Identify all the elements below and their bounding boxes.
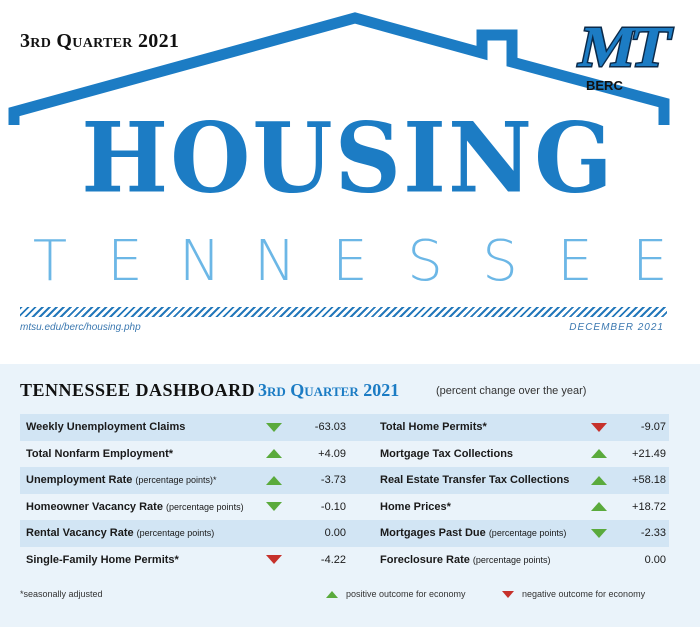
dashboard-panel — [0, 364, 700, 627]
indicator-label — [380, 501, 580, 513]
no-trend-icon — [591, 555, 607, 564]
trend-up-icon — [591, 449, 607, 458]
indicator-name: Rental Vacancy Rate — [26, 527, 137, 540]
tennessee-subtitle — [20, 229, 680, 294]
indicator-label — [380, 527, 580, 539]
trend-up-icon — [591, 502, 607, 511]
trend-down-icon — [591, 529, 607, 538]
indicator-name: Single-Family Home Permits* — [26, 553, 179, 566]
table-row — [20, 520, 669, 547]
indicator-value: 0.00 — [644, 553, 666, 566]
indicator-label — [380, 474, 580, 486]
trend-up-icon — [266, 476, 282, 485]
dashboard-quarter: 3rd Quarter 2021 — [258, 380, 400, 400]
trend-cell — [580, 476, 618, 485]
trend-cell — [580, 449, 618, 458]
indicator-label — [20, 554, 252, 566]
indicator-label — [380, 554, 580, 566]
trend-down-icon — [266, 502, 282, 511]
indicator-value: -0.10 — [320, 500, 346, 513]
no-trend-icon — [266, 529, 282, 538]
negative-triangle-icon — [502, 591, 514, 598]
indicator-value: 0.00 — [324, 527, 346, 540]
table-row — [20, 547, 669, 574]
indicator-value: +21.49 — [632, 447, 666, 460]
trend-cell — [580, 423, 618, 432]
trend-up-icon — [266, 449, 282, 458]
indicator-label — [20, 421, 252, 433]
indicator-name: Foreclosure Rate — [380, 553, 473, 566]
table-row — [20, 441, 669, 468]
trend-down-icon — [266, 423, 282, 432]
indicator-label — [380, 448, 580, 460]
subtitle-letter: E — [557, 229, 593, 294]
dashboard-note: (percent change over the year) — [436, 385, 587, 397]
trend-cell — [580, 529, 618, 538]
legend-negative — [502, 589, 645, 599]
subtitle-letter: T — [32, 229, 68, 294]
legend-negative-label: negative outcome for economy — [522, 589, 646, 599]
positive-triangle-icon — [326, 591, 338, 598]
trend-cell — [252, 502, 296, 511]
trend-down-icon — [591, 423, 607, 432]
indicator-name: Weekly Unemployment Claims — [26, 421, 186, 434]
dashboard-title: TENNESSEE DASHBOARD — [20, 380, 256, 400]
indicator-value: +58.18 — [632, 474, 666, 487]
table-row — [20, 494, 669, 521]
report-quarter: 3rd Quarter 2021 — [20, 30, 180, 52]
publication-date: DECEMBER 2021 — [569, 322, 664, 333]
subtitle-letter: E — [632, 229, 668, 294]
indicator-name: Home Prices* — [380, 500, 451, 513]
indicator-label — [20, 501, 252, 513]
legend-positive — [326, 589, 466, 599]
subtitle-letter: S — [482, 229, 518, 294]
housing-title: HOUSING — [81, 101, 615, 215]
indicator-name: Mortgage Tax Collections — [380, 447, 514, 460]
subtitle-letter: S — [407, 229, 443, 294]
trend-up-icon — [591, 476, 607, 485]
legend-positive-label: positive outcome for economy — [346, 589, 466, 599]
indicator-unit: (percentage points) — [472, 554, 551, 565]
footnote: *seasonally adjusted — [20, 589, 103, 599]
indicator-unit: (percentage points) — [166, 501, 244, 512]
trend-down-icon — [266, 555, 282, 564]
hatched-divider — [20, 307, 667, 317]
mt-berc-logo — [566, 12, 676, 96]
indicator-unit: (percentage points) — [136, 528, 215, 539]
indicator-label — [20, 474, 252, 486]
subtitle-letter: E — [107, 229, 143, 294]
indicator-name: Total Nonfarm Employment* — [26, 447, 174, 460]
indicator-name: Real Estate Transfer Tax Collections — [380, 474, 570, 487]
indicator-name: Total Home Permits* — [380, 421, 487, 434]
subtitle-letter: N — [179, 229, 221, 294]
indicator-value: +4.09 — [318, 447, 346, 460]
indicator-name: Mortgages Past Due — [380, 527, 489, 540]
trend-cell — [252, 449, 296, 458]
dashboard-table — [20, 414, 669, 573]
indicator-value: -3.73 — [320, 474, 346, 487]
table-row — [20, 414, 669, 441]
logo-text: BERC — [586, 78, 623, 93]
indicator-label — [380, 421, 580, 433]
indicator-value: -2.33 — [640, 527, 666, 540]
trend-cell — [252, 555, 296, 564]
indicator-label — [20, 448, 252, 460]
indicator-value: -9.07 — [640, 421, 666, 434]
trend-cell — [252, 423, 296, 432]
logo-mark: MT — [573, 14, 673, 79]
trend-cell — [252, 476, 296, 485]
indicator-unit: (percentage points) — [488, 528, 567, 539]
subtitle-letter: E — [332, 229, 368, 294]
trend-cell — [252, 529, 296, 538]
indicator-label — [20, 527, 252, 539]
table-row — [20, 467, 669, 494]
indicator-name: Homeowner Vacancy Rate — [26, 500, 167, 513]
indicator-value: +18.72 — [632, 500, 666, 513]
indicator-value: -4.22 — [320, 553, 346, 566]
indicator-value: -63.03 — [314, 421, 346, 434]
trend-cell — [580, 555, 618, 564]
subtitle-letter: N — [254, 229, 296, 294]
indicator-unit: (percentage points)* — [135, 475, 217, 486]
indicator-name: Unemployment Rate — [26, 474, 136, 487]
trend-cell — [580, 502, 618, 511]
website-link[interactable]: mtsu.edu/berc/housing.php — [20, 322, 141, 333]
